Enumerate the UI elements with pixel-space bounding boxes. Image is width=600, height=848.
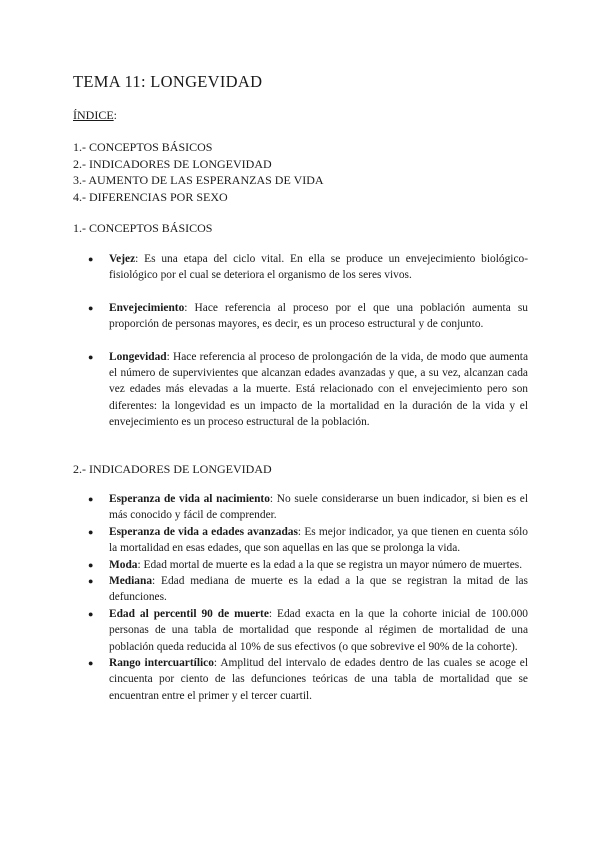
term: Moda — [109, 558, 138, 571]
list-item — [88, 491, 528, 524]
term: Edad al percentil 90 de muerte — [109, 607, 269, 620]
term: Envejecimiento — [109, 301, 185, 314]
list-item — [88, 524, 528, 557]
toc-item: 3.- AUMENTO DE LAS ESPERANZAS DE VIDA — [73, 173, 324, 187]
list-item — [88, 606, 528, 655]
definition: : Es una etapa del ciclo vital. En ella se produce un envejecimiento biológico-fisiológico por el cual se deteriora el organismo de los seres vivos. — [109, 253, 528, 282]
toc-item: 1.- CONCEPTOS BÁSICOS — [73, 140, 213, 154]
term: Esperanza de vida al nacimiento — [109, 493, 270, 505]
section-2-list — [88, 491, 528, 704]
term: Rango intercuartílico — [109, 657, 214, 670]
term: Esperanza de vida a edades avanzadas — [109, 525, 298, 538]
definition: : No suele considerarse un buen indicador, si bien es el más conocido y fácil de comprender. — [109, 493, 529, 522]
index-colon: : — [113, 108, 118, 122]
list-item — [88, 557, 528, 573]
definition: : Edad mortal de muerte es la edad a la que se registra un mayor número de muertes. — [137, 558, 523, 571]
term: Longevidad — [109, 350, 167, 363]
section-1-heading: 1.- CONCEPTOS BÁSICOS — [73, 221, 213, 235]
section-1-list — [88, 251, 528, 431]
index-heading — [73, 108, 117, 123]
table-of-contents — [73, 139, 324, 205]
definition: : Amplitud del intervalo de edades dentro de las cuales se acoge el cincuenta por ciento de las defunciones teóricas de una tabla de mortalidad que se encuentran entre el primer y el tercer cuartil. — [109, 657, 528, 702]
page-title: TEMA 11: LONGEVIDAD — [73, 72, 263, 91]
list-item — [88, 300, 528, 333]
term: Vejez — [109, 253, 136, 265]
definition: : Edad mediana de muerte es la edad a la que se registran la mitad de las defunciones. — [109, 575, 528, 604]
toc-item: 4.- DIFERENCIAS POR SEXO — [73, 189, 228, 204]
section-2-heading: 2.- INDICADORES DE LONGEVIDAD — [73, 462, 272, 476]
toc-item: 2.- INDICADORES DE LONGEVIDAD — [73, 156, 272, 171]
definition: : Hace referencia al proceso por el que una población aumenta su proporción de personas mayores, es decir, es un proceso estructural y de conjunto. — [109, 301, 528, 331]
definition: : Hace referencia al proceso de prolongación de la vida, de modo que aumenta el número de supervivientes que alcanzan edades avanzadas y que, a su vez, alcanzan cada vez edades más elevadas a la muerte. Está relacionado con el envejecimiento pero son diferentes: la longevidad es un impacto de la mortalidad en la duración de la vida y el envejecimiento es un proceso estructural de la población. — [109, 350, 528, 429]
list-item — [88, 349, 528, 431]
list-item — [88, 251, 528, 284]
list-item — [88, 573, 528, 606]
index-label: ÍNDICE — [73, 108, 114, 122]
list-item — [88, 655, 528, 704]
term: Mediana — [109, 575, 153, 588]
definition: : Es mejor indicador, ya que tienen en cuenta sólo la mortalidad en esas edades, que son aquellas en las que se prolonga la vida. — [109, 525, 528, 555]
definition: : Edad exacta en la que la cohorte inicial de 100.000 personas de una tabla de mortalidad que responde al régimen de mortalidad de una población queda reducida al 10% de sus efectivos (o que sobrevive el 90% de la cohorte). — [109, 607, 528, 653]
